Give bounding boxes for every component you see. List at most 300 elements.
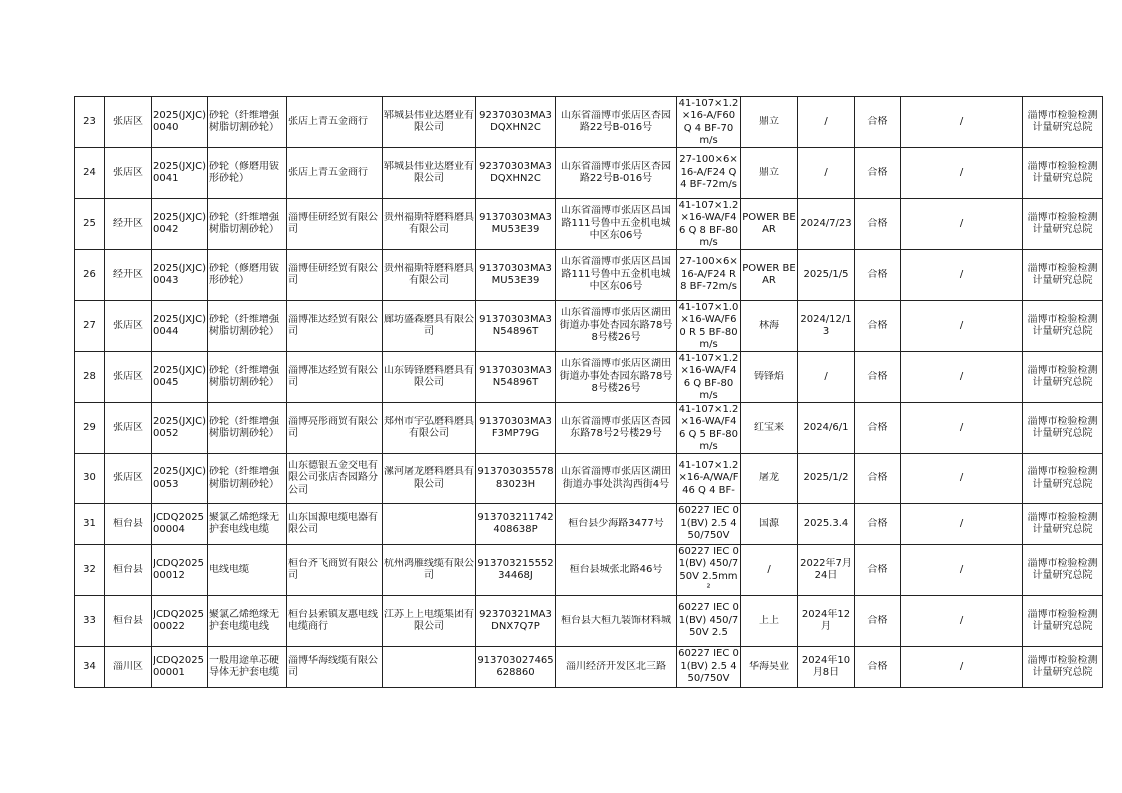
note-cell: [901, 647, 1023, 688]
table-row: [75, 148, 1103, 199]
manufacturer-name-cell-text: 山东铸锋磨料磨具有限公司: [384, 364, 474, 388]
manufacturer-name-cell: [383, 403, 476, 454]
table-row: [75, 97, 1103, 148]
seller-name-cell: [287, 148, 383, 199]
district-cell: [105, 199, 152, 250]
district-cell-text: 桓台县: [113, 517, 143, 529]
manufacturer-name-cell-text: 郑州市宇弘磨料磨具有限公司: [384, 415, 474, 439]
district-cell: [105, 596, 152, 647]
table-row: [75, 352, 1103, 403]
testing-agency-cell: [1023, 148, 1103, 199]
manufacturer-name-cell: [383, 647, 476, 688]
note-cell-text: /: [959, 421, 964, 433]
brand-cell: [741, 199, 798, 250]
production-date-cell-text: 2025/1/5: [803, 268, 849, 280]
production-date-cell: [798, 454, 855, 504]
brand-cell-text: POWER BEAR: [742, 262, 796, 286]
seller-name-cell-text: 淄博华海线缆有限公司: [288, 654, 378, 678]
seller-name-cell: [287, 596, 383, 647]
serial-number-cell-text: 26: [83, 268, 96, 280]
brand-cell-text: 铸锋焰: [754, 370, 784, 382]
sample-number-cell: [152, 596, 208, 647]
address-cell-text: 山东省淄博市张店区湖田街道办事处杏园东路78号8号楼26号: [559, 358, 673, 395]
credit-code-cell: [476, 647, 556, 688]
testing-agency-cell: [1023, 504, 1103, 545]
production-date-cell: [798, 148, 855, 199]
testing-agency-cell: [1023, 647, 1103, 688]
production-date-cell: [798, 545, 855, 596]
serial-number-cell-text: 34: [83, 660, 96, 672]
note-cell-text: /: [959, 370, 964, 382]
result-cell-text: 合格: [867, 217, 888, 229]
result-cell: [855, 647, 901, 688]
brand-cell-text: 林海: [759, 319, 779, 331]
testing-agency-cell-text: 淄博市检验检测计量研究总院: [1027, 415, 1098, 439]
brand-cell-text: 华海昊业: [749, 660, 789, 672]
address-cell-text: 山东省淄博市张店区杏园路22号B-016号: [561, 109, 671, 133]
note-cell-text: /: [959, 517, 964, 529]
table-row: [75, 454, 1103, 504]
specification-cell-text: 60227 IEC 01(BV) 450/750V 2.5: [678, 602, 739, 639]
brand-cell: [741, 352, 798, 403]
serial-number-cell: [75, 199, 105, 250]
testing-agency-cell-text: 淄博市检验检测计量研究总院: [1027, 211, 1098, 235]
manufacturer-name-cell-text: 廊坊盛森磨具有限公司: [384, 313, 474, 337]
testing-agency-cell: [1023, 596, 1103, 647]
testing-agency-cell: [1023, 352, 1103, 403]
seller-name-cell-text: 山东德银五金交电有限公司张店杏园路分公司: [288, 459, 378, 496]
result-cell: [855, 454, 901, 504]
address-cell: [556, 199, 677, 250]
seller-name-cell-text: 张店上青五金商行: [288, 115, 368, 127]
district-cell-text: 淄川区: [113, 660, 143, 672]
address-cell: [556, 504, 677, 545]
result-cell: [855, 504, 901, 545]
sample-number-cell: [152, 301, 208, 352]
specification-cell: [677, 454, 741, 504]
sample-number-cell: [152, 647, 208, 688]
brand-cell: [741, 148, 798, 199]
note-cell-text: /: [959, 217, 964, 229]
seller-name-cell-text: 桓台县索镇友惠电线电缆商行: [288, 608, 378, 632]
note-cell-text: /: [959, 115, 964, 127]
result-cell: [855, 301, 901, 352]
testing-agency-cell-text: 淄博市检验检测计量研究总院: [1027, 262, 1098, 286]
result-cell: [855, 148, 901, 199]
product-name-cell-text: 砂轮（纤维增强树脂切割砂轮）: [209, 109, 279, 133]
district-cell: [105, 647, 152, 688]
testing-agency-cell: [1023, 199, 1103, 250]
sample-number-cell-text: 2025(JXJC)0041: [153, 160, 206, 184]
seller-name-cell-text: 淄博亮彤商贸有限公司: [288, 415, 378, 439]
result-cell: [855, 352, 901, 403]
result-cell-text: 合格: [867, 166, 888, 178]
credit-code-cell: [476, 250, 556, 301]
serial-number-cell: [75, 403, 105, 454]
sample-number-cell-text: 2025(JXJC)0052: [153, 415, 206, 439]
brand-cell: [741, 301, 798, 352]
district-cell-text: 张店区: [113, 370, 143, 382]
manufacturer-name-cell-text: 杭州鸿雁线缆有限公司: [384, 557, 474, 581]
production-date-cell-text: 2024年10月8日: [801, 654, 851, 678]
note-cell: [901, 199, 1023, 250]
specification-cell: [677, 97, 741, 148]
note-cell: [901, 352, 1023, 403]
specification-cell-text: 41-107×1.2×16-WA/F46 Q 5 BF-80m/s: [678, 403, 739, 452]
product-name-cell-text: 砂轮（修磨用钹形砂轮）: [209, 160, 279, 184]
serial-number-cell: [75, 250, 105, 301]
sample-number-cell: [152, 97, 208, 148]
specification-cell: [677, 403, 741, 454]
production-date-cell: [798, 250, 855, 301]
address-cell: [556, 403, 677, 454]
credit-code-cell-text: 91370303MA3N54896T: [479, 313, 552, 337]
note-cell: [901, 454, 1023, 504]
address-cell: [556, 596, 677, 647]
sample-number-cell: [152, 148, 208, 199]
production-date-cell-text: 2024年12月: [801, 608, 851, 632]
testing-agency-cell-text: 淄博市检验检测计量研究总院: [1027, 109, 1098, 133]
manufacturer-name-cell-text: 漯河屠龙磨料磨具有限公司: [384, 466, 474, 490]
product-name-cell-text: 砂轮（纤维增强树脂切割砂轮）: [209, 415, 279, 439]
product-name-cell-text: 聚氯乙烯绝缘无护套电线电缆: [209, 511, 279, 535]
manufacturer-name-cell: [383, 199, 476, 250]
credit-code-cell-text: 91370303557883023H: [477, 466, 554, 490]
result-cell-text: 合格: [867, 370, 888, 382]
table-row: [75, 403, 1103, 454]
note-cell: [901, 504, 1023, 545]
product-name-cell-text: 聚氯乙烯绝缘无护套电缆电线: [209, 608, 279, 632]
credit-code-cell-text: 91370321555234468J: [477, 557, 554, 581]
district-cell-text: 张店区: [113, 319, 143, 331]
address-cell: [556, 301, 677, 352]
product-name-cell-text: 电线电缆: [209, 563, 249, 575]
address-cell: [556, 454, 677, 504]
address-cell: [556, 545, 677, 596]
manufacturer-name-cell-text: 郓城县伟业达磨业有限公司: [384, 109, 474, 133]
note-cell-text: /: [959, 472, 964, 484]
credit-code-cell-text: 91370303MA3MU53E39: [479, 211, 552, 235]
serial-number-cell-text: 30: [83, 472, 96, 484]
brand-cell-text: /: [767, 563, 771, 575]
seller-name-cell-text: 桓台齐飞商贸有限公司: [288, 557, 378, 581]
specification-cell: [677, 504, 741, 545]
testing-agency-cell-text: 淄博市检验检测计量研究总院: [1027, 557, 1098, 581]
address-cell: [556, 647, 677, 688]
testing-agency-cell-text: 淄博市检验检测计量研究总院: [1027, 511, 1098, 535]
production-date-cell: [798, 97, 855, 148]
specification-cell: [677, 352, 741, 403]
district-cell-text: 张店区: [113, 115, 143, 127]
address-cell: [556, 148, 677, 199]
note-cell-text: /: [959, 319, 964, 331]
credit-code-cell: [476, 403, 556, 454]
sample-number-cell: [152, 454, 208, 504]
serial-number-cell-text: 28: [83, 370, 96, 382]
sample-number-cell: [152, 403, 208, 454]
sample-number-cell: [152, 199, 208, 250]
sample-number-cell-text: 2025(JXJC)0044: [153, 313, 206, 337]
product-name-cell: [208, 545, 287, 596]
testing-agency-cell: [1023, 301, 1103, 352]
product-name-cell-text: 一般用途单芯硬导体无护套电缆: [209, 654, 279, 678]
manufacturer-name-cell: [383, 596, 476, 647]
address-cell-text: 桓台县城张北路46号: [569, 563, 663, 575]
serial-number-cell: [75, 647, 105, 688]
testing-agency-cell: [1023, 545, 1103, 596]
district-cell: [105, 97, 152, 148]
serial-number-cell: [75, 352, 105, 403]
product-name-cell: [208, 199, 287, 250]
brand-cell-text: 国源: [759, 517, 779, 529]
manufacturer-name-cell: [383, 352, 476, 403]
product-name-cell: [208, 596, 287, 647]
result-cell: [855, 403, 901, 454]
seller-name-cell: [287, 504, 383, 545]
specification-cell: [677, 250, 741, 301]
product-name-cell-text: 砂轮（纤维增强树脂切割砂轮）: [209, 211, 279, 235]
district-cell: [105, 403, 152, 454]
district-cell-text: 经开区: [113, 217, 143, 229]
brand-cell-text: 鼎立: [759, 166, 779, 178]
seller-name-cell: [287, 301, 383, 352]
product-name-cell-text: 砂轮（纤维增强树脂切割砂轮）: [209, 364, 279, 388]
seller-name-cell-text: 山东国源电缆电器有限公司: [288, 511, 378, 535]
brand-cell-text: POWER BEAR: [742, 211, 796, 235]
address-cell-text: 山东省淄博市张店区昌国路111号鲁中五金机电城中区东06号: [561, 205, 671, 242]
specification-cell: [677, 301, 741, 352]
production-date-cell-text: 2022年7月24日: [800, 557, 852, 581]
table-row: [75, 504, 1103, 545]
production-date-cell: [798, 403, 855, 454]
seller-name-cell: [287, 199, 383, 250]
address-cell-text: 山东省淄博市张店区湖田街道办事处杏园东路78号8号楼26号: [559, 307, 673, 344]
specification-cell: [677, 199, 741, 250]
address-cell-text: 山东省淄博市张店区昌国路111号鲁中五金机电城中区东06号: [561, 256, 671, 293]
credit-code-cell-text: 92370303MA3DQXHN2C: [479, 160, 552, 184]
manufacturer-name-cell: [383, 504, 476, 545]
table-row: [75, 545, 1103, 596]
production-date-cell: [798, 352, 855, 403]
product-name-cell: [208, 301, 287, 352]
testing-agency-cell-text: 淄博市检验检测计量研究总院: [1027, 466, 1098, 490]
result-cell-text: 合格: [867, 563, 888, 575]
sample-number-cell-text: 2025(JXJC)0053: [153, 466, 206, 490]
district-cell: [105, 148, 152, 199]
address-cell-text: 淄川经济开发区北三路: [566, 660, 666, 672]
brand-cell-text: 鼎立: [759, 115, 779, 127]
testing-agency-cell: [1023, 97, 1103, 148]
sample-number-cell-text: JCDQ202500001: [153, 654, 204, 678]
result-cell: [855, 596, 901, 647]
district-cell: [105, 504, 152, 545]
manufacturer-name-cell-text: 贵州福斯特磨料磨具有限公司: [384, 262, 474, 286]
specification-cell-text: 27-100×6×16-A/F24 Q 4 BF-72m/s: [679, 154, 738, 191]
production-date-cell-text: 2025/1/2: [803, 472, 849, 484]
credit-code-cell: [476, 454, 556, 504]
credit-code-cell: [476, 504, 556, 545]
sample-number-cell-text: 2025(JXJC)0040: [153, 109, 206, 133]
serial-number-cell: [75, 148, 105, 199]
result-cell: [855, 199, 901, 250]
production-date-cell-text: 2024/6/1: [803, 421, 849, 433]
district-cell: [105, 454, 152, 504]
address-cell: [556, 250, 677, 301]
note-cell-text: /: [959, 166, 964, 178]
sample-number-cell-text: 2025(JXJC)0042: [153, 211, 206, 235]
serial-number-cell: [75, 454, 105, 504]
serial-number-cell-text: 31: [83, 517, 96, 529]
production-date-cell-text: 2025.3.4: [803, 517, 849, 529]
production-date-cell: [798, 504, 855, 545]
note-cell-text: /: [959, 268, 964, 280]
testing-agency-cell-text: 淄博市检验检测计量研究总院: [1027, 313, 1098, 337]
address-cell: [556, 97, 677, 148]
testing-agency-cell: [1023, 403, 1103, 454]
brand-cell: [741, 504, 798, 545]
credit-code-cell: [476, 199, 556, 250]
note-cell: [901, 545, 1023, 596]
sample-number-cell-text: 2025(JXJC)0043: [153, 262, 206, 286]
seller-name-cell-text: 张店上青五金商行: [288, 166, 368, 178]
product-name-cell: [208, 250, 287, 301]
credit-code-cell: [476, 148, 556, 199]
note-cell-text: /: [959, 660, 964, 672]
product-name-cell: [208, 454, 287, 504]
product-name-cell-text: 砂轮（修磨用钹形砂轮）: [209, 262, 279, 286]
specification-cell-text: 60227 IEC 01(BV) 2.5 450/750V: [678, 648, 739, 685]
credit-code-cell-text: 91370303MA3F3MP79G: [479, 415, 552, 439]
credit-code-cell: [476, 596, 556, 647]
specification-cell-text: 41-107×1.0×16-WA/F60 R 5 BF-80m/s: [678, 301, 739, 350]
testing-agency-cell: [1023, 454, 1103, 504]
sample-number-cell-text: JCDQ202500004: [153, 511, 204, 535]
seller-name-cell: [287, 352, 383, 403]
product-name-cell: [208, 148, 287, 199]
sample-number-cell: [152, 352, 208, 403]
production-date-cell-text: /: [824, 370, 828, 382]
serial-number-cell-text: 23: [83, 115, 96, 127]
brand-cell-text: 屠龙: [759, 472, 779, 484]
seller-name-cell: [287, 647, 383, 688]
note-cell: [901, 301, 1023, 352]
table-row: [75, 596, 1103, 647]
note-cell: [901, 596, 1023, 647]
manufacturer-name-cell: [383, 148, 476, 199]
serial-number-cell: [75, 301, 105, 352]
seller-name-cell-text: 淄博佳研经贸有限公司: [288, 211, 378, 235]
specification-cell-text: 41-107×1.2×16-WA/F46 Q 8 BF-80m/s: [678, 199, 739, 248]
serial-number-cell-text: 33: [83, 614, 96, 626]
seller-name-cell: [287, 97, 383, 148]
credit-code-cell-text: 91370303MA3N54896T: [479, 364, 552, 388]
manufacturer-name-cell: [383, 454, 476, 504]
sample-number-cell: [152, 545, 208, 596]
manufacturer-name-cell-text: 郓城县伟业达磨业有限公司: [384, 160, 474, 184]
table-row: [75, 301, 1103, 352]
production-date-cell-text: /: [824, 166, 828, 178]
serial-number-cell: [75, 97, 105, 148]
result-cell-text: 合格: [867, 268, 888, 280]
table-row: [75, 250, 1103, 301]
district-cell: [105, 352, 152, 403]
address-cell-text: 山东省淄博市张店区杏园路22号B-016号: [561, 160, 671, 184]
serial-number-cell-text: 32: [83, 563, 96, 575]
product-name-cell: [208, 352, 287, 403]
serial-number-cell: [75, 596, 105, 647]
inspection-results-table: [74, 96, 1103, 688]
district-cell: [105, 250, 152, 301]
credit-code-cell: [476, 97, 556, 148]
result-cell-text: 合格: [867, 660, 888, 672]
district-cell-text: 桓台县: [113, 563, 143, 575]
brand-cell-text: 红宝来: [754, 421, 784, 433]
seller-name-cell: [287, 250, 383, 301]
table-row: [75, 199, 1103, 250]
result-cell-text: 合格: [867, 319, 888, 331]
production-date-cell: [798, 301, 855, 352]
sample-number-cell: [152, 504, 208, 545]
production-date-cell: [798, 199, 855, 250]
serial-number-cell-text: 27: [83, 319, 96, 331]
credit-code-cell-text: 92370303MA3DQXHN2C: [479, 109, 552, 133]
testing-agency-cell-text: 淄博市检验检测计量研究总院: [1027, 160, 1098, 184]
note-cell-text: /: [959, 563, 964, 575]
production-date-cell: [798, 596, 855, 647]
seller-name-cell-text: 淄博准达经贸有限公司: [288, 313, 378, 337]
note-cell: [901, 97, 1023, 148]
note-cell: [901, 148, 1023, 199]
credit-code-cell-text: 92370321MA3DNX7Q7P: [479, 608, 552, 632]
specification-cell: [677, 647, 741, 688]
serial-number-cell-text: 24: [83, 166, 96, 178]
specification-cell: [677, 596, 741, 647]
address-cell: [556, 352, 677, 403]
result-cell-text: 合格: [867, 115, 888, 127]
credit-code-cell: [476, 352, 556, 403]
testing-agency-cell-text: 淄博市检验检测计量研究总院: [1027, 654, 1098, 678]
brand-cell: [741, 250, 798, 301]
credit-code-cell-text: 91370303MA3MU53E39: [479, 262, 552, 286]
district-cell: [105, 545, 152, 596]
manufacturer-name-cell: [383, 301, 476, 352]
seller-name-cell: [287, 454, 383, 504]
manufacturer-name-cell-text: 江苏上上电缆集团有限公司: [384, 608, 474, 632]
result-cell: [855, 250, 901, 301]
specification-cell-text: 41-107×1.2×16-A/WA/F46 Q 4 BF-: [678, 459, 739, 496]
result-cell: [855, 97, 901, 148]
manufacturer-name-cell: [383, 545, 476, 596]
seller-name-cell: [287, 545, 383, 596]
sample-number-cell-text: JCDQ202500012: [153, 557, 204, 581]
specification-cell-text: 60227 IEC 01(BV) 2.5 450/750V: [678, 505, 739, 542]
specification-cell-text: 41-107×1.2×16-A/F60 Q 4 BF-70m/s: [678, 97, 739, 146]
brand-cell: [741, 545, 798, 596]
district-cell-text: 张店区: [113, 421, 143, 433]
product-name-cell-text: 砂轮（纤维增强树脂切割砂轮）: [209, 313, 279, 337]
specification-cell-text: 60227 IEC 01(BV) 450/750V 2.5mm²: [678, 545, 739, 594]
note-cell: [901, 403, 1023, 454]
district-cell-text: 张店区: [113, 472, 143, 484]
product-name-cell: [208, 504, 287, 545]
testing-agency-cell: [1023, 250, 1103, 301]
address-cell-text: 桓台县少海路3477号: [568, 517, 664, 529]
seller-name-cell: [287, 403, 383, 454]
table-row: [75, 647, 1103, 688]
district-cell-text: 经开区: [113, 268, 143, 280]
district-cell-text: 张店区: [113, 166, 143, 178]
note-cell-text: /: [959, 614, 964, 626]
